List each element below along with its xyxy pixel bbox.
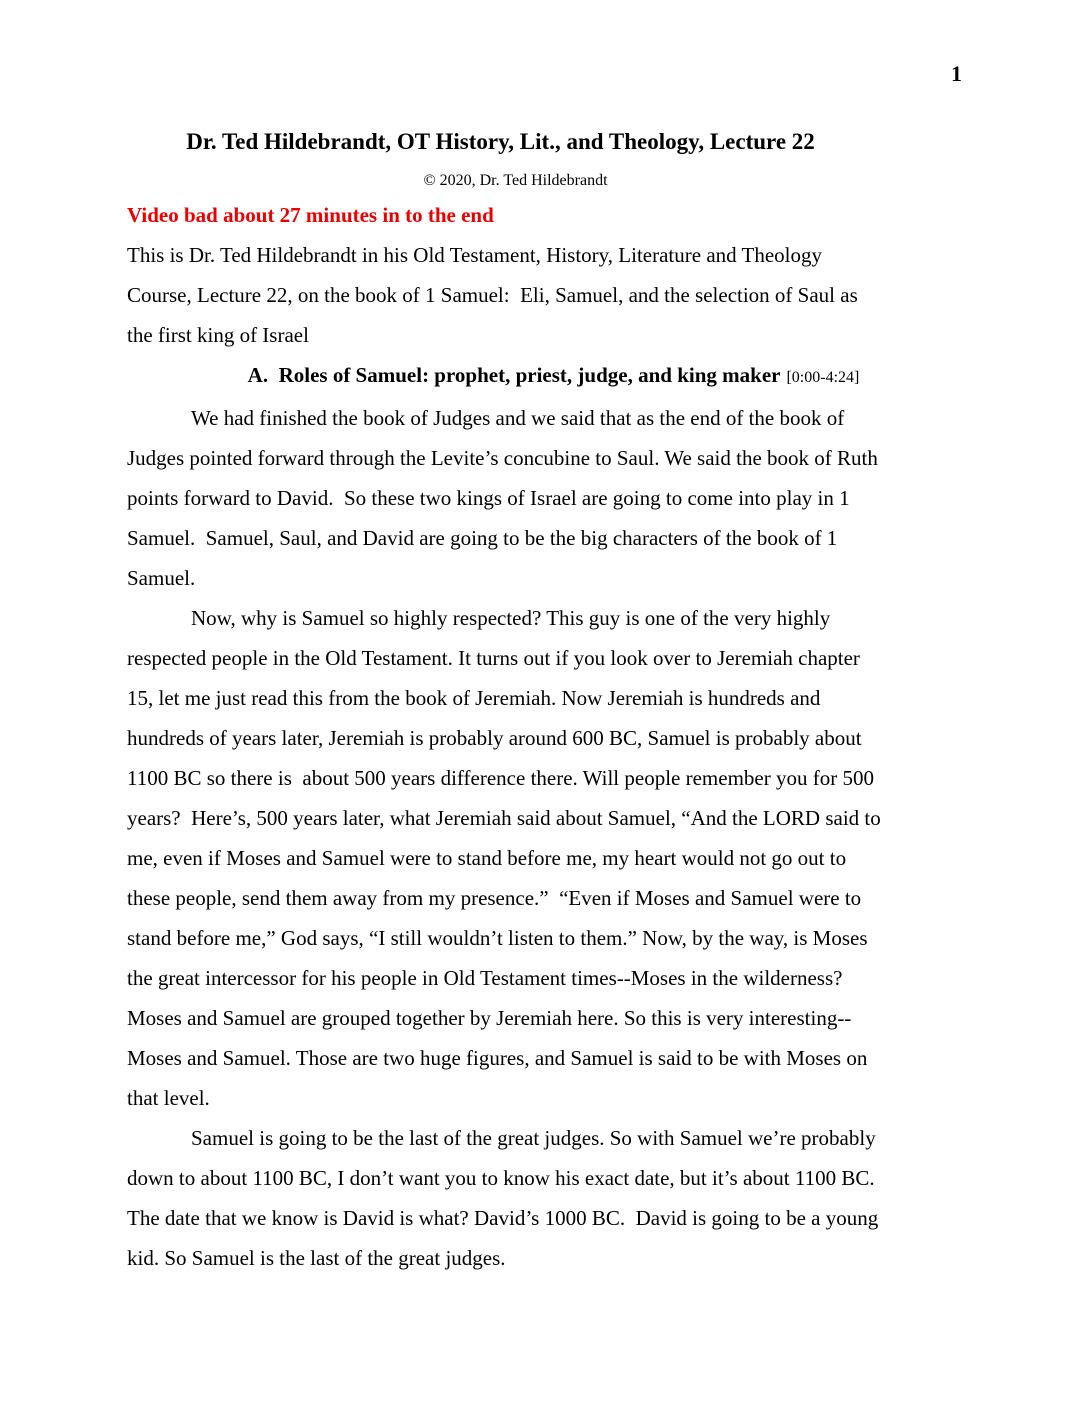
video-notice: Video bad about 27 minutes in to the end <box>127 203 494 227</box>
body-text <box>127 235 960 1278</box>
text-line: Moses and Samuel are grouped together by Jeremiah here. So this is very interesting-- <box>127 1006 852 1030</box>
section-heading-timestamp: [0:00-4:24] <box>786 369 860 386</box>
section-heading-label: A. Roles of Samuel: prophet, priest, judge, and king maker <box>247 363 781 387</box>
paragraph <box>127 1118 960 1278</box>
text-line: Now, why is Samuel so highly respected? This guy is one of the very highly <box>191 606 831 630</box>
text-line: This is Dr. Ted Hildebrandt in his Old Testament, History, Literature and Theology <box>127 243 822 267</box>
text-line: respected people in the Old Testament. It turns out if you look over to Jeremiah chapter <box>127 646 860 670</box>
text-line: Samuel is going to be the last of the great judges. So with Samuel we’re probably <box>191 1126 876 1150</box>
section-heading <box>127 355 960 398</box>
text-line: me, even if Moses and Samuel were to stand before me, my heart would not go out to <box>127 846 847 870</box>
text-line: Moses and Samuel. Those are two huge figures, and Samuel is said to be with Moses on <box>127 1046 868 1070</box>
text-line: 1100 BC so there is about 500 years difference there. Will people remember you for 500 <box>127 766 874 790</box>
paragraph <box>127 598 960 1118</box>
text-line: down to about 1100 BC, I don’t want you to know his exact date, but it’s about 1100 BC. <box>127 1166 875 1190</box>
text-line: kid. So Samuel is the last of the great judges. <box>127 1246 506 1270</box>
text-line: Judges pointed forward through the Levite’s concubine to Saul. We said the book of Ruth <box>127 446 878 470</box>
text-line: Samuel. Samuel, Saul, and David are going to be the big characters of the book of 1 <box>127 526 838 550</box>
copyright-line: © 2020, Dr. Ted Hildebrandt <box>423 172 608 189</box>
text-line: these people, send them away from my presence.” “Even if Moses and Samuel were to <box>127 886 862 910</box>
text-line: stand before me,” God says, “I still wouldn’t listen to them.” Now, by the way, is Moses <box>127 926 868 950</box>
body-paragraphs <box>127 398 960 1278</box>
text-line: the great intercessor for his people in Old Testament times--Moses in the wilderness? <box>127 966 843 990</box>
paragraph <box>127 398 960 598</box>
text-line: Course, Lecture 22, on the book of 1 Samuel: Eli, Samuel, and the selection of Saul as <box>127 283 858 307</box>
intro-paragraph <box>127 235 960 355</box>
text-line: Samuel. <box>127 566 196 590</box>
text-line: points forward to David. So these two kings of Israel are going to come into play in 1 <box>127 486 850 510</box>
text-line: 15, let me just read this from the book of Jeremiah. Now Jeremiah is hundreds and <box>127 686 821 710</box>
text-line: years? Here’s, 500 years later, what Jeremiah said about Samuel, “And the LORD said to <box>127 806 881 830</box>
text-line: We had finished the book of Judges and we said that as the end of the book of <box>191 406 845 430</box>
text-line: the first king of Israel <box>127 323 309 347</box>
document-title: Dr. Ted Hildebrandt, OT History, Lit., and Theology, Lecture 22 <box>186 129 815 154</box>
text-line: The date that we know is David is what? David’s 1000 BC. David is going to be a young <box>127 1206 879 1230</box>
page-number: 1 <box>951 61 962 86</box>
text-line: hundreds of years later, Jeremiah is probably around 600 BC, Samuel is probably about <box>127 726 862 750</box>
text-line: that level. <box>127 1086 210 1110</box>
